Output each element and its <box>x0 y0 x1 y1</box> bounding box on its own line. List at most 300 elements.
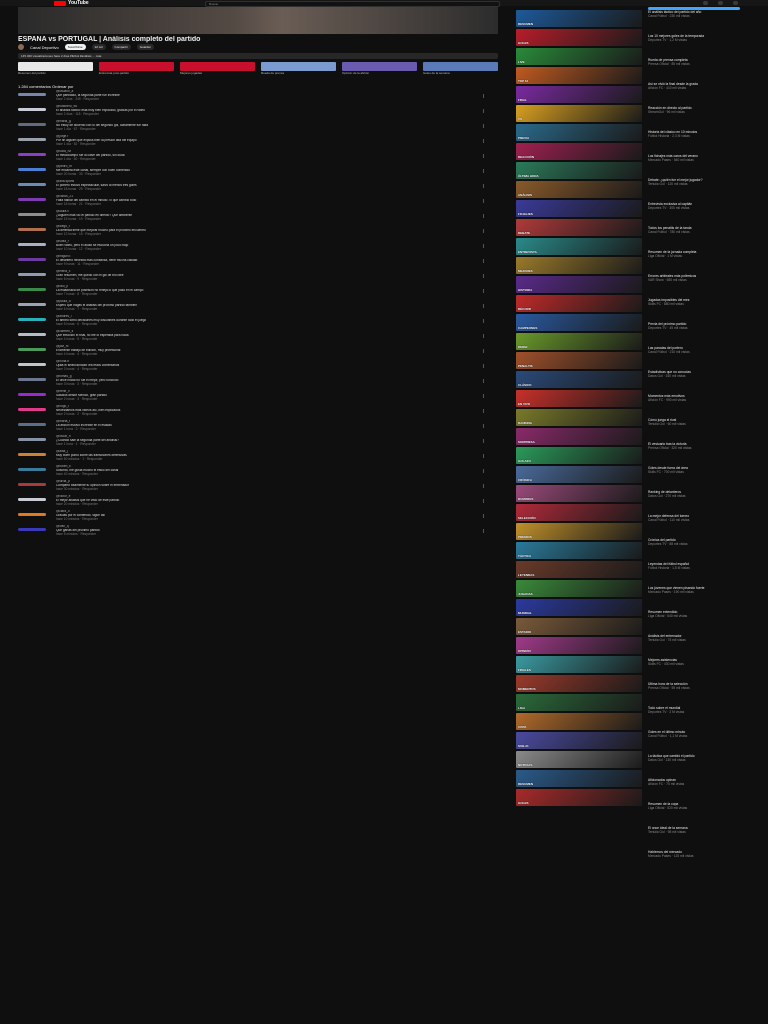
more-options-icon[interactable] <box>483 199 484 203</box>
sidebar-video-item[interactable] <box>648 778 740 802</box>
more-options-icon[interactable] <box>483 184 484 188</box>
more-options-icon[interactable] <box>483 94 484 98</box>
comment-avatar[interactable] <box>18 438 46 441</box>
sidebar-video-title[interactable]: Entrevista exclusiva al capitán <box>648 202 693 206</box>
sidebar-thumbnail[interactable] <box>516 29 642 46</box>
sidebar-video-meta: Tertulia Gol · 60 mil vistas <box>648 422 686 426</box>
comment-avatar[interactable] <box>18 183 46 186</box>
share-button[interactable]: Compartir <box>112 44 131 50</box>
comment-author[interactable]: @miguel.t <box>56 255 71 258</box>
sidebar-video-title[interactable]: La táctica que cambió el partido <box>648 754 695 758</box>
sidebar-thumbnail[interactable] <box>516 67 642 84</box>
more-options-icon[interactable] <box>483 139 484 143</box>
comment-meta[interactable]: hace 2 horas · 2 · Responder <box>56 411 98 416</box>
description-box[interactable]: 145.320 visualizaciones hace 2 días #fútbol #análisis ... más <box>18 53 498 59</box>
comment-meta[interactable]: hace 4 horas · 4 · Responder <box>56 351 98 356</box>
comment-item <box>18 360 498 375</box>
comment-text: Saludos desde México, gran partido <box>56 393 107 397</box>
comment-meta[interactable]: hace 20 horas · 33 · Responder <box>56 171 102 176</box>
more-options-icon[interactable] <box>483 379 484 383</box>
more-options-icon[interactable] <box>483 169 484 173</box>
more-options-icon[interactable] <box>483 259 484 263</box>
sidebar-video-item[interactable] <box>648 634 740 658</box>
comment-avatar[interactable] <box>18 93 46 96</box>
comment-author[interactable]: @paula_d <box>56 300 71 303</box>
thumbnail-caption: ESTADIO <box>518 630 532 634</box>
comment-author[interactable]: @victor_e <box>56 495 71 498</box>
sidebar-thumbnail[interactable] <box>516 10 642 27</box>
comment-author[interactable]: @lucia_hz <box>56 150 71 153</box>
sidebar-video-meta: Skills FC · 880 mil vistas <box>648 302 684 306</box>
sidebar-thumbnail[interactable] <box>516 143 642 160</box>
more-options-icon[interactable] <box>483 319 484 323</box>
more-options-icon[interactable] <box>483 124 484 128</box>
comment-meta[interactable]: hace 3 horas · 4 · Responder <box>56 366 98 371</box>
sidebar-video-title[interactable]: Mejores asistencias <box>648 658 677 662</box>
comment-avatar[interactable] <box>18 198 46 201</box>
comment-author[interactable]: @diego_f <box>56 225 70 228</box>
comment-avatar[interactable] <box>18 423 46 426</box>
comment-body <box>56 330 498 345</box>
comment-meta[interactable]: hace 15 horas · 19 · Responder <box>56 216 102 221</box>
sidebar-thumbnail[interactable] <box>516 580 642 597</box>
comment-avatar[interactable] <box>18 363 46 366</box>
sidebar-thumbnail[interactable] <box>516 428 642 445</box>
sidebar-video-item[interactable] <box>648 466 740 490</box>
video-title: ESPAÑA vs PORTUGAL | Análisis completo del partido <box>18 36 201 43</box>
comment-item <box>18 240 498 255</box>
thumbnail-caption: LIGA <box>518 706 526 710</box>
more-options-icon[interactable] <box>483 349 484 353</box>
comment-author[interactable]: @marta_f <box>56 420 71 423</box>
sidebar-thumbnail[interactable] <box>516 504 642 521</box>
sidebar-thumbnail[interactable] <box>516 637 642 654</box>
sidebar-thumbnail[interactable] <box>516 732 642 749</box>
comment-author[interactable]: @jorge.r <box>56 135 69 138</box>
related-video-card[interactable] <box>423 62 498 82</box>
sidebar-thumbnail[interactable] <box>516 333 642 350</box>
comment-avatar[interactable] <box>18 213 46 216</box>
sidebar-video-item[interactable] <box>648 10 740 34</box>
more-options-icon[interactable] <box>483 439 484 443</box>
comment-meta[interactable]: hace 10 minutos · Responder <box>56 516 98 521</box>
sidebar-video-title[interactable]: Resumen extendido <box>648 610 678 614</box>
sidebar-video-title[interactable]: Momentos más emotivos <box>648 394 685 398</box>
sidebar-video-item[interactable] <box>648 586 740 610</box>
sidebar-video-meta: Fútbol Historia · 2,3 M vistas <box>648 134 690 138</box>
comment-author[interactable]: @laura.v <box>56 210 69 213</box>
sidebar-thumbnail[interactable] <box>516 770 642 787</box>
sidebar-video-item[interactable] <box>648 706 740 730</box>
comment-meta[interactable]: hace 12 horas · 15 · Responder <box>56 231 102 236</box>
sidebar-video-item[interactable] <box>648 418 740 442</box>
sidebar-video-title[interactable]: Ranking de delanteros <box>648 490 681 494</box>
comment-author[interactable]: @carlos_21 <box>56 195 74 198</box>
sidebar-video-title[interactable]: Los jóvenes que vienen pisando fuerte <box>648 586 705 590</box>
comment-meta[interactable]: hace 10 horas · 12 · Responder <box>56 246 102 251</box>
comment-text: El once inicial no fue el mejor, pero funcionó <box>56 378 119 382</box>
more-options-icon[interactable] <box>483 109 484 113</box>
sidebar-video-title[interactable]: Los fichajes más caros del verano <box>648 154 698 158</box>
more-options-icon[interactable] <box>483 229 484 233</box>
comment-author[interactable]: @silvia_p <box>56 480 70 483</box>
comment-author[interactable]: @sofia_r <box>56 240 69 243</box>
comment-author[interactable]: @andres_l <box>56 315 72 318</box>
comment-meta[interactable]: hace 40 minutos · Responder <box>56 471 98 476</box>
sidebar-video-title[interactable]: Jugadas imposibles del mes <box>648 298 690 302</box>
related-thumbnail[interactable] <box>342 62 417 71</box>
comment-item <box>18 345 498 360</box>
sidebar-video-meta: Deportes TV · 2 M vistas <box>648 710 685 714</box>
comment-meta[interactable]: hace 50 minutos · 1 · Responder <box>56 456 103 461</box>
sidebar-video-title[interactable]: Goles desde fuera del área <box>648 466 688 470</box>
sidebar-video-item[interactable] <box>648 154 740 178</box>
comment-avatar[interactable] <box>18 123 46 126</box>
sidebar-video-title[interactable]: La mejor defensa del torneo <box>648 514 690 518</box>
sidebar-thumbnail[interactable] <box>516 314 642 331</box>
notifications-icon[interactable] <box>718 1 723 5</box>
comment-avatar[interactable] <box>18 273 46 276</box>
sidebar-video-item[interactable] <box>648 226 740 250</box>
sidebar-video-item[interactable] <box>648 322 740 346</box>
more-options-icon[interactable] <box>483 529 484 533</box>
sidebar-video-title[interactable]: Análisis del entrenador <box>648 634 682 638</box>
related-title[interactable]: Rueda de prensa <box>261 71 285 75</box>
youtube-logo[interactable] <box>54 0 89 6</box>
related-thumbnail[interactable] <box>18 62 93 71</box>
comment-item <box>18 195 498 210</box>
comment-avatar[interactable] <box>18 378 46 381</box>
sidebar-video-item[interactable] <box>648 850 740 874</box>
create-icon[interactable] <box>703 1 708 5</box>
comment-meta[interactable]: hace 30 minutos · Responder <box>56 486 98 491</box>
comment-author[interactable]: @raul_p <box>56 285 69 288</box>
sidebar-thumbnail[interactable] <box>516 675 642 692</box>
comments-list <box>18 90 498 540</box>
sidebar-video-item[interactable] <box>648 826 740 850</box>
sidebar-video-meta: Tertulia Gol · 75 mil vistas <box>648 638 686 642</box>
more-options-icon[interactable] <box>483 274 484 278</box>
sidebar-video-title[interactable]: El vestuario tras la victoria <box>648 442 687 446</box>
thumbnail-caption: JUGADAS <box>518 592 533 596</box>
sidebar-thumbnail[interactable] <box>516 694 642 711</box>
more-options-icon[interactable] <box>483 214 484 218</box>
sidebar-video-meta: Skills FC · 430 mil vistas <box>648 662 684 666</box>
comment-avatar[interactable] <box>18 303 46 306</box>
sidebar-thumbnail[interactable] <box>516 238 642 255</box>
comment-author[interactable]: @hugo_r <box>56 405 70 408</box>
comment-meta[interactable]: hace 2 horas · 3 · Responder <box>56 396 98 401</box>
related-video-card[interactable] <box>180 62 255 82</box>
sidebar-thumbnail[interactable] <box>516 485 642 502</box>
sidebar-thumbnail[interactable] <box>516 219 642 236</box>
sidebar-thumbnail[interactable] <box>516 200 642 217</box>
sidebar-thumbnail[interactable] <box>516 257 642 274</box>
sidebar-video-title[interactable]: Leyendas del fútbol español <box>648 562 690 566</box>
sidebar-video-title[interactable]: Los 10 mejores goles de la temporada <box>648 34 705 38</box>
sidebar-thumbnail[interactable] <box>516 561 642 578</box>
more-options-icon[interactable] <box>483 454 484 458</box>
sidebar-video-item[interactable] <box>648 274 740 298</box>
comment-meta[interactable]: hace 1 día · 67 · Responder <box>56 126 96 131</box>
comment-author[interactable]: @usuario_a <box>56 90 74 93</box>
comment-author[interactable]: @futbolero_98 <box>56 105 77 108</box>
comment-avatar[interactable] <box>18 258 46 261</box>
sidebar-thumbnail[interactable] <box>516 618 642 635</box>
sidebar-video-title[interactable]: Las paradas del portero <box>648 346 683 350</box>
comment-meta[interactable]: hace 16 horas · 21 · Responder <box>56 201 102 206</box>
related-strip <box>18 62 498 82</box>
more-options-icon[interactable] <box>483 484 484 488</box>
comment-body <box>56 450 498 465</box>
sidebar-video-title[interactable]: Goles en el último minuto <box>648 730 686 734</box>
sidebar-video-title[interactable]: Historia del clásico en 10 minutos <box>648 130 698 134</box>
subscribe-button[interactable]: Suscribirse <box>65 44 86 50</box>
sidebar-thumbnail[interactable] <box>516 105 642 122</box>
related-video-card[interactable] <box>342 62 417 82</box>
comment-body <box>56 300 498 315</box>
comment-avatar[interactable] <box>18 498 46 501</box>
sidebar-video-meta: Tertulia Gol · 98 mil vistas <box>648 830 686 834</box>
channel-avatar[interactable] <box>18 44 24 50</box>
sidebar-video-title[interactable]: Todos los penaltis de la tanda <box>648 226 692 230</box>
comment-text: Gracias por el contenido, sigue así <box>56 513 106 517</box>
sidebar-video-title[interactable]: El once ideal de la semana <box>648 826 688 830</box>
more-options-icon[interactable] <box>483 289 484 293</box>
sidebar-video-item[interactable] <box>648 538 740 562</box>
comment-author[interactable]: @ruben_k <box>56 465 71 468</box>
more-options-icon[interactable] <box>483 154 484 158</box>
more-options-icon[interactable] <box>483 304 484 308</box>
sidebar-video-item[interactable] <box>648 682 740 706</box>
comment-author[interactable]: @irene_v <box>56 390 70 393</box>
sidebar-thumbnail[interactable] <box>516 124 642 141</box>
sidebar-video-item[interactable] <box>648 82 740 106</box>
sidebar-video-title[interactable]: Resumen de la jornada completa <box>648 250 697 254</box>
sidebar-video-title[interactable]: El análisis táctico del partido del año <box>648 10 702 14</box>
comment-author[interactable]: @clara_o <box>56 510 70 513</box>
comment-avatar[interactable] <box>18 483 46 486</box>
related-title[interactable]: Resumen del partido <box>18 71 46 75</box>
comment-avatar[interactable] <box>18 108 46 111</box>
avatar[interactable] <box>733 1 738 5</box>
comment-author[interactable]: @ivan_q <box>56 525 69 528</box>
sidebar-video-item[interactable] <box>648 106 740 130</box>
sidebar-video-title[interactable]: Hablemos del mercado <box>648 850 682 854</box>
sidebar-thumbnail[interactable] <box>516 447 642 464</box>
more-options-icon[interactable] <box>483 394 484 398</box>
comment-meta[interactable]: hace 1 día · 52 · Responder <box>56 141 96 146</box>
thumbnail-caption: PREMIOS <box>518 535 532 539</box>
thumbnail-caption: FICHAJES <box>518 212 533 216</box>
sidebar-video-item[interactable] <box>648 442 740 466</box>
sidebar-video-item[interactable] <box>648 130 740 154</box>
sidebar-thumbnail[interactable] <box>516 162 642 179</box>
comment-meta[interactable]: hace 4 horas · 5 · Responder <box>56 336 98 341</box>
comment-author[interactable]: @pedro_m <box>56 165 72 168</box>
sidebar-video-item[interactable] <box>648 370 740 394</box>
sidebar-thumbnail[interactable] <box>516 276 642 293</box>
more-options-icon[interactable] <box>483 334 484 338</box>
sidebar-thumbnail[interactable] <box>516 523 642 540</box>
sidebar-video-title[interactable]: Última hora de la selección <box>648 682 688 686</box>
related-video-card[interactable] <box>261 62 336 82</box>
comment-meta[interactable]: hace 1 día · 40 · Responder <box>56 156 96 161</box>
comment-avatar[interactable] <box>18 228 46 231</box>
sidebar-video-item[interactable] <box>648 562 740 586</box>
sidebar-video-title[interactable]: Resumen de la copa <box>648 802 679 806</box>
sidebar-video-item[interactable] <box>648 250 740 274</box>
sidebar-video-item[interactable] <box>648 394 740 418</box>
comment-avatar[interactable] <box>18 138 46 141</box>
sidebar-video-item[interactable] <box>648 34 740 58</box>
comment-avatar[interactable] <box>18 408 46 411</box>
sidebar-thumbnail[interactable] <box>516 542 642 559</box>
comment-avatar[interactable] <box>18 153 46 156</box>
sidebar-video-item[interactable] <box>648 802 740 826</box>
comment-author[interactable]: @oscar_n <box>56 435 71 438</box>
more-options-icon[interactable] <box>483 424 484 428</box>
sidebar-thumbnail[interactable] <box>516 466 642 483</box>
sidebar-video-item[interactable] <box>648 658 740 682</box>
sidebar-video-title[interactable]: Debate: ¿quién fue el mejor jugador? <box>648 178 703 182</box>
sidebar-video-title[interactable]: Cómo juega el rival <box>648 418 677 422</box>
comment-author[interactable]: @ana.sports <box>56 180 75 183</box>
sidebar-video-item[interactable] <box>648 514 740 538</box>
comment-meta[interactable]: hace 5 minutos · Responder <box>56 531 97 536</box>
sidebar-video-title[interactable]: Reacción en directo al partido <box>648 106 692 110</box>
comment-meta[interactable]: hace 3 horas · 3 · Responder <box>56 381 98 386</box>
comment-avatar[interactable] <box>18 333 46 336</box>
sidebar-thumbnail[interactable] <box>516 295 642 312</box>
more-options-icon[interactable] <box>483 469 484 473</box>
comment-avatar[interactable] <box>18 513 46 516</box>
more-options-icon[interactable] <box>483 364 484 368</box>
sidebar-thumbnail[interactable] <box>516 789 642 806</box>
sidebar-video-title[interactable]: Rueda de prensa completa <box>648 58 688 62</box>
video-player[interactable] <box>18 7 498 34</box>
sidebar-thumbnail[interactable] <box>516 713 642 730</box>
comment-avatar[interactable] <box>18 393 46 396</box>
comment-avatar[interactable] <box>18 468 46 471</box>
related-thumbnail[interactable] <box>423 62 498 71</box>
comment-body <box>56 345 498 360</box>
sidebar-thumbnail[interactable] <box>516 656 642 673</box>
comment-meta[interactable]: hace 6 horas · 7 · Responder <box>56 306 98 311</box>
comment-meta[interactable]: hace 9 horas · 11 · Responder <box>56 261 99 266</box>
comment-avatar[interactable] <box>18 168 46 171</box>
sidebar-thumbnail[interactable] <box>516 181 642 198</box>
sidebar-thumbnail[interactable] <box>516 86 642 103</box>
comment-author[interactable]: @javi_m <box>56 345 69 348</box>
comment-author[interactable]: @elena_c <box>56 270 71 273</box>
comment-meta[interactable]: hace 7 horas · 8 · Responder <box>56 291 98 296</box>
comment-author[interactable]: @nuria.b <box>56 360 69 363</box>
comment-meta[interactable]: hace 1 hora · 1 · Responder <box>56 441 96 446</box>
comment-avatar[interactable] <box>18 453 46 456</box>
sidebar-video-title[interactable]: Todo sobre el mundial <box>648 706 681 710</box>
comment-item <box>18 495 498 510</box>
comment-avatar[interactable] <box>18 288 46 291</box>
sidebar-video-title[interactable]: Crónica del partido <box>648 538 676 542</box>
comment-avatar[interactable] <box>18 528 46 531</box>
related-video-card[interactable] <box>18 62 93 82</box>
sidebar-video-title[interactable]: Errores arbitrales más polémicos <box>648 274 697 278</box>
comment-avatar[interactable] <box>18 348 46 351</box>
related-title[interactable]: Opinión de la afición <box>342 71 370 75</box>
sidebar-thumbnail[interactable] <box>516 390 642 407</box>
sidebar-thumbnail[interactable] <box>516 371 642 388</box>
sidebar-video-item[interactable] <box>648 610 740 634</box>
related-video-card[interactable] <box>99 62 174 82</box>
related-thumbnail[interactable] <box>99 62 174 71</box>
save-button[interactable]: Guardar <box>137 44 154 50</box>
related-title[interactable]: Mejores jugadas <box>180 71 203 75</box>
comment-text: La afición estuvo increíble en el estadio <box>56 423 112 427</box>
comment-meta[interactable]: hace 8 horas · 9 · Responder <box>56 276 98 281</box>
sidebar-video-item[interactable] <box>648 754 740 778</box>
sidebar-video-title[interactable]: Así se vivió la final desde la grada <box>648 82 698 86</box>
comment-body <box>56 135 498 150</box>
sidebar-video-item[interactable] <box>648 202 740 226</box>
comment-meta[interactable]: hace 5 horas · 6 · Responder <box>56 321 98 326</box>
sidebar-video-meta: Deportes TV · 1,2 M vistas <box>648 38 687 42</box>
sidebar-thumbnail[interactable] <box>516 48 642 65</box>
thumbnail-caption: ÚLTIMA HORA <box>518 174 539 178</box>
more-options-icon[interactable] <box>483 409 484 413</box>
sidebar-video-item[interactable] <box>648 730 740 754</box>
comment-body <box>56 195 498 210</box>
comment-item <box>18 390 498 405</box>
sidebar-video-item[interactable] <box>648 178 740 202</box>
comment-meta[interactable]: hace 2 días · 118 · Responder <box>56 111 99 116</box>
sidebar-thumbnail[interactable] <box>516 409 642 426</box>
related-thumbnail[interactable] <box>180 62 255 71</box>
related-title[interactable]: Entrevista post-partido <box>99 71 130 75</box>
comment-meta[interactable]: hace 18 horas · 29 · Responder <box>56 186 102 191</box>
channel-name[interactable]: Canal Deportivo <box>30 44 59 50</box>
like-button[interactable]: 12 mil <box>92 44 106 50</box>
comment-author[interactable]: @carmen_s <box>56 330 74 333</box>
comment-author[interactable]: @tomas_g <box>56 375 72 378</box>
sidebar-video-title[interactable]: Estadísticas que no conocías <box>648 370 691 374</box>
comment-avatar[interactable] <box>18 243 46 246</box>
comment-author[interactable]: @alba_j <box>56 450 68 453</box>
sidebar-video-title[interactable]: Previa del próximo partido <box>648 322 687 326</box>
search-input[interactable]: Buscar <box>205 1 500 7</box>
more-options-icon[interactable] <box>483 499 484 503</box>
comment-author[interactable]: @maria_g <box>56 120 71 123</box>
comment-meta[interactable]: hace 2 días · 245 · Responder <box>56 96 100 101</box>
comment-text: Qué emoción el final, no me lo esperaba para nada <box>56 333 129 337</box>
related-title[interactable]: Goles de la semana <box>423 71 450 75</box>
more-options-icon[interactable] <box>483 244 484 248</box>
related-thumbnail[interactable] <box>261 62 336 71</box>
sidebar-thumbnail[interactable] <box>516 599 642 616</box>
sidebar-video-item[interactable] <box>648 298 740 322</box>
comment-meta[interactable]: hace 20 minutos · Responder <box>56 501 98 506</box>
sidebar-video-item[interactable] <box>648 490 740 514</box>
sidebar-video-item[interactable] <box>648 58 740 82</box>
comment-meta[interactable]: hace 1 hora · 2 · Responder <box>56 426 96 431</box>
sidebar-video-title[interactable]: Aficionados opinan <box>648 778 676 782</box>
sidebar-thumbnail[interactable] <box>516 751 642 768</box>
sidebar-video-item[interactable] <box>648 346 740 370</box>
comment-avatar[interactable] <box>18 318 46 321</box>
comment-item <box>18 300 498 315</box>
more-options-icon[interactable] <box>483 514 484 518</box>
sidebar-thumbnail[interactable] <box>516 352 642 369</box>
